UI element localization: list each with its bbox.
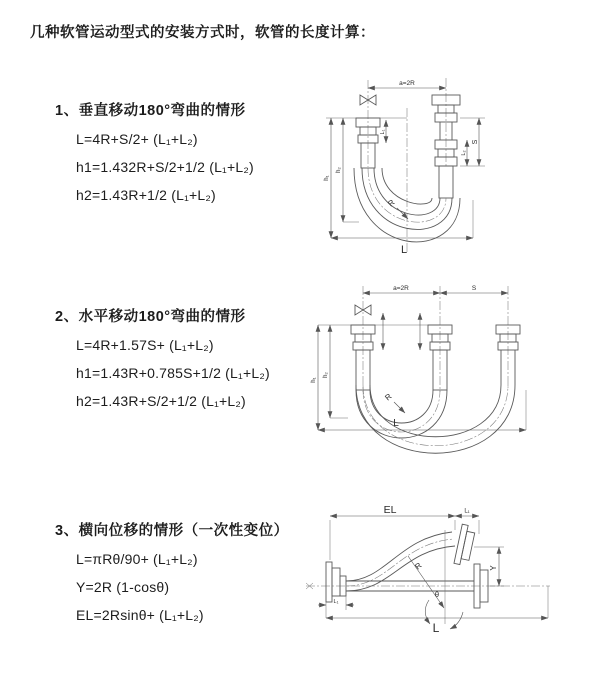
dim-label-h2: h₂ [336, 167, 342, 173]
section-lateral [55, 521, 289, 625]
formula-h2: h2=1.43R+S/2+1/2 (L₁+L₂) [76, 393, 246, 409]
diagram-lateral-displacement [298, 500, 600, 660]
formula-h1: h1=1.43R+0.785S+1/2 (L₁+L₂) [76, 365, 270, 381]
flange-upper [454, 524, 476, 566]
radius-label: R [413, 560, 424, 572]
section-vertical-180 [55, 101, 254, 205]
dim-label-h2: h₂ [323, 372, 329, 378]
dim-label-y: Y [489, 565, 498, 571]
dim-label-fit-left: L₁ [333, 599, 339, 605]
flange-left [326, 562, 346, 602]
angle-label: θ [434, 590, 440, 599]
dim-label-length: L [400, 244, 408, 256]
formula-l: L=πRθ/90+ (L₁+L₂) [76, 551, 198, 567]
hose-u-bend-position-1 [356, 390, 447, 438]
formula-h2: h2=1.43R+1/2 (L₁+L₂) [76, 187, 216, 203]
formula-el: EL=2Rsinθ+ (L₁+L₂) [76, 607, 204, 623]
dim-label-offset: S [472, 139, 479, 145]
formula-l: L=4R+S/2+ (L₁+L₂) [76, 131, 198, 147]
page-title: 几种软管运动型式的安装方式时，软管的长度计算： [30, 25, 375, 41]
diagram-vertical-180-bend [313, 72, 590, 260]
dim-label-h1: h₁ [311, 377, 317, 383]
dim-label-length: L [393, 418, 399, 429]
dim-label-offset: S [471, 285, 477, 292]
hose-u-bend-position-2 [356, 385, 515, 453]
hose-displaced-position [346, 532, 455, 591]
radius-leader [394, 402, 405, 413]
dim-label-width: a=2R [393, 285, 409, 292]
section-3-heading: 3、横向位移的情形（一次性变位） [55, 523, 289, 539]
diagram-horizontal-180-bend [308, 280, 595, 465]
radius-label: R [383, 391, 394, 403]
formula-l: L=4R+1.57S+ (L₁+L₂) [76, 337, 214, 353]
section-horizontal-180 [55, 307, 270, 411]
radius-label: R [386, 197, 397, 209]
section-2-heading: 2、水平移动180°弯曲的情形 [55, 309, 246, 325]
dim-label-width: a=2R [399, 80, 415, 87]
angle-construction [408, 530, 463, 629]
dim-label-fit-top: L₁ [464, 508, 470, 515]
hose-straight-position [346, 581, 474, 591]
dim-label-length: L [432, 621, 440, 635]
dim-label-h1: h₁ [324, 175, 330, 181]
dim-label-fit-right: L₂ [461, 150, 467, 156]
section-1-heading: 1、垂直移动180°弯曲的情形 [55, 103, 246, 119]
formula-y: Y=2R (1-cosθ) [76, 579, 170, 595]
dim-label-el: EL [383, 504, 397, 516]
formula-h1: h1=1.432R+S/2+1/2 (L₁+L₂) [76, 159, 254, 175]
dim-label-fit-left: L₁ [380, 129, 386, 135]
